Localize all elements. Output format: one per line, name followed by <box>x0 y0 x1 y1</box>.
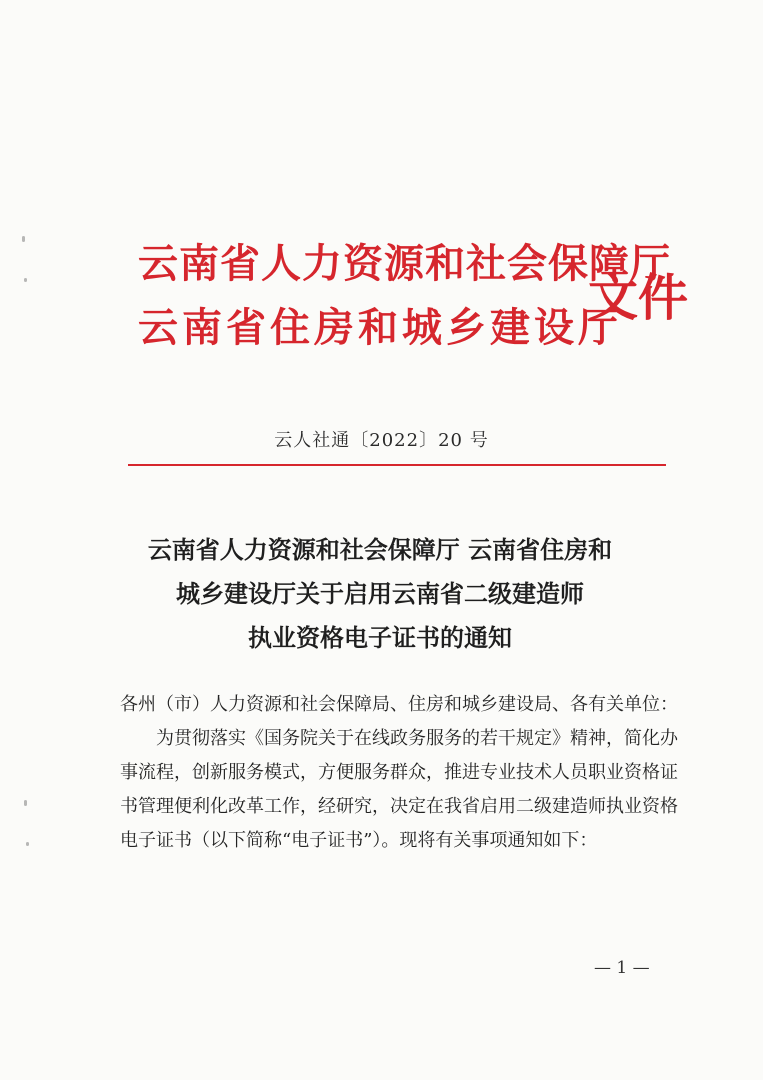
red-separator-rule <box>128 464 666 466</box>
body-paragraph-1: 为贯彻落实《国务院关于在线政务服务的若干规定》精神，简化办事流程，创新服务模式，方便服务群众，推进专业技术人员职业资格证书管理便利化改革工作，经研究，决定在我省启用二级建造师执业资格电子证书（以下简称“电子证书”）。现将有关事项通知如下： <box>120 728 678 851</box>
document-number: 云人社通〔2022〕20 号 <box>274 430 489 451</box>
issuer-suffix: 文件 <box>588 268 688 327</box>
title-line-3: 执业资格电子证书的通知 <box>248 623 512 652</box>
issuer-line-2: 云南省住房和城乡建设厅 <box>138 304 622 351</box>
scan-speck <box>26 842 29 846</box>
issuer-line-1: 云南省人力资源和社会保障厅 <box>138 240 671 287</box>
title-line-2: 城乡建设厅关于启用云南省二级建造师 <box>176 579 584 608</box>
addressee: 各州（市）人力资源和社会保障局、住房和城乡建设局、各有关单位： <box>120 694 678 715</box>
scan-speck <box>24 800 27 806</box>
scan-speck <box>24 278 27 282</box>
title-line-1: 云南省人力资源和社会保障厅 云南省住房和 <box>147 535 613 564</box>
document-body <box>120 688 680 858</box>
page-number: — 1 — <box>594 958 650 978</box>
scan-speck <box>22 236 25 242</box>
document-title <box>100 528 660 660</box>
issuing-authority-header <box>138 240 688 380</box>
